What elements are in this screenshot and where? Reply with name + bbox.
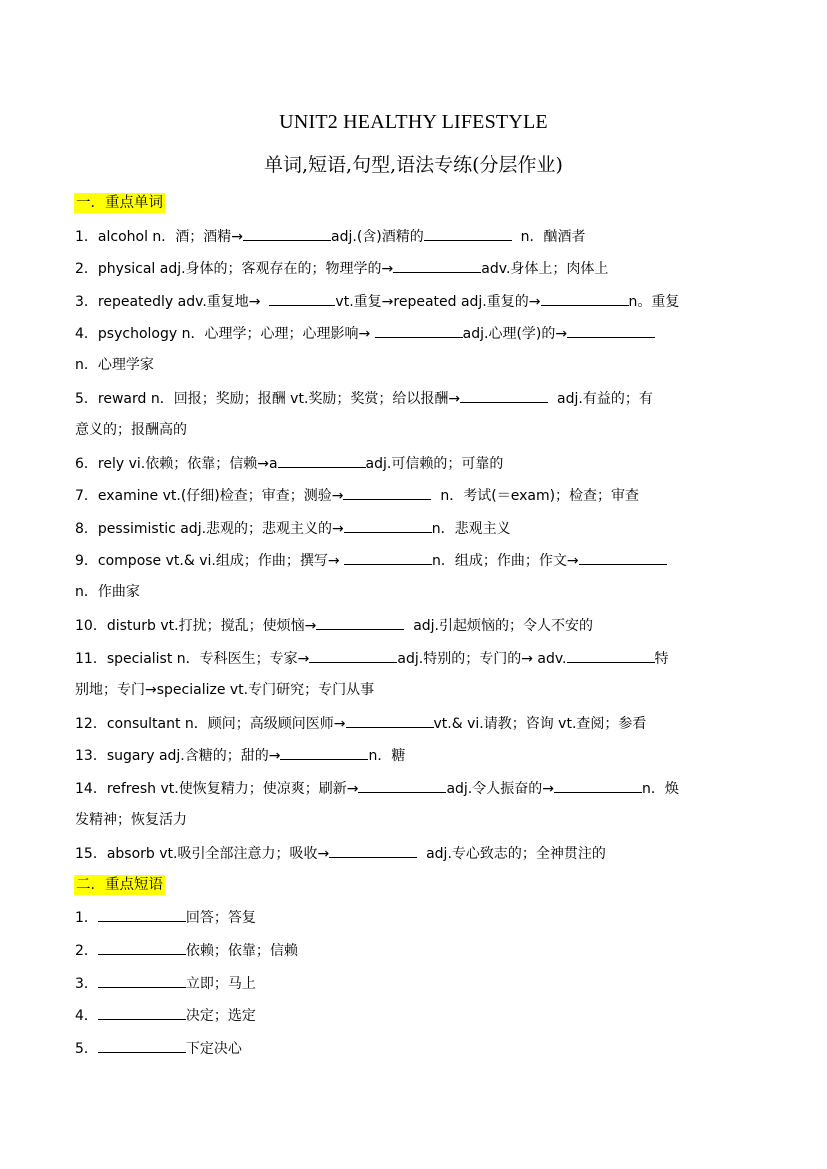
item-number: 3． [75, 976, 98, 992]
list-item [75, 745, 761, 766]
item-text: adj.令人振奋的→ [446, 781, 554, 797]
item-text: n．组成；作曲；作文→ [432, 553, 579, 569]
answer-blank[interactable] [424, 226, 512, 241]
answer-blank[interactable] [309, 648, 397, 663]
list-item-continued: n．心理学家 [75, 357, 154, 373]
item-text: 4．psychology n．心理学；心理；心理影响→ [75, 326, 371, 342]
list-item [75, 973, 761, 994]
item-text: n．悲观主义 [431, 521, 511, 537]
item-text: 15．absorb vt.吸引全部注意力；吸收→ [75, 846, 330, 862]
item-text: 5．reward n．回报；奖励；报酬 vt.奖励；奖赏；给以报酬→ [75, 391, 461, 407]
answer-blank[interactable] [98, 1005, 186, 1020]
list-item-continued: 意义的；报酬高的 [75, 422, 187, 438]
item-text: 10．disturb vt.打扰；搅乱；使烦恼→ [75, 618, 317, 634]
list-item [75, 226, 761, 247]
item-text: 6．rely vi.依赖；依靠；信赖→a [75, 456, 278, 472]
answer-blank[interactable] [567, 648, 655, 663]
item-text: vt.& vi.请教；咨询 vt.查阅；参看 [433, 716, 647, 732]
list-item [75, 550, 761, 571]
list-item-continued: 发精神；恢复活力 [75, 812, 187, 828]
item-text: n．糖 [368, 748, 406, 764]
item-text: vt.重复→repeated adj.重复的→ [335, 294, 541, 310]
list-item [75, 291, 761, 312]
item-text: adj.专心致志的；全神贯注的 [426, 846, 606, 862]
list-item [75, 615, 761, 636]
item-text: n．焕 [642, 781, 679, 797]
answer-blank[interactable] [579, 550, 667, 565]
item-text: adj.心理(学)的→ [462, 326, 568, 342]
list-item [75, 778, 761, 799]
item-text: n。重复 [628, 294, 680, 310]
answer-blank[interactable] [375, 323, 463, 338]
answer-blank[interactable] [316, 615, 404, 630]
answer-blank[interactable] [98, 973, 186, 988]
list-item-continued: n．作曲家 [75, 584, 140, 600]
item-number: 1． [75, 910, 98, 926]
item-text: adj.引起烦恼的；令人不安的 [413, 618, 594, 634]
item-number: 2． [75, 943, 98, 959]
item-text: 依赖；依靠；信赖 [185, 943, 298, 959]
list-item [75, 1005, 761, 1026]
item-text: 下定决心 [185, 1041, 242, 1057]
answer-blank[interactable] [329, 843, 417, 858]
list-item [75, 907, 761, 928]
item-text: 7．examine vt.(仔细)检查；审查；测验→ [75, 488, 344, 504]
item-text: 立即；马上 [185, 976, 256, 992]
answer-blank[interactable] [243, 226, 331, 241]
list-item [75, 1038, 761, 1059]
item-text: 3．repeatedly adv.重复地→ [75, 294, 261, 310]
answer-blank[interactable] [358, 778, 446, 793]
item-text: adj.可信赖的；可靠的 [365, 456, 504, 472]
item-text: adv.身体上；肉体上 [481, 261, 609, 277]
item-text: adj.(含)酒精的 [331, 229, 424, 245]
list-item [75, 258, 761, 279]
list-item [75, 323, 761, 344]
item-text: 8．pessimistic adj.悲观的；悲观主义的→ [75, 521, 344, 537]
section-heading-words: 一．重点单词 [76, 195, 163, 211]
list-item [75, 485, 761, 506]
list-item-continued: 别地；专门→specialize vt.专门研究；专门从事 [75, 682, 375, 698]
list-item [75, 648, 761, 669]
answer-blank[interactable] [541, 291, 629, 306]
item-text: 特 [654, 651, 669, 667]
list-item [75, 713, 761, 734]
answer-blank[interactable] [98, 940, 186, 955]
item-text: adj.特别的；专门的→ adv. [397, 651, 567, 667]
item-text: 11．specialist n．专科医生；专家→ [75, 651, 310, 667]
answer-blank[interactable] [344, 518, 432, 533]
item-number: 4． [75, 1008, 98, 1024]
page-title: UNIT2 HEALTHY LIFESTYLE [279, 111, 548, 133]
list-item [75, 388, 761, 409]
answer-blank[interactable] [460, 388, 548, 403]
answer-blank[interactable] [343, 485, 431, 500]
answer-blank[interactable] [278, 453, 366, 468]
item-text: 决定；选定 [185, 1008, 256, 1024]
answer-blank[interactable] [344, 550, 432, 565]
item-text: 14．refresh vt.使恢复精力；使凉爽；刷新→ [75, 781, 359, 797]
answer-blank[interactable] [269, 291, 335, 306]
item-text: adj.有益的；有 [557, 391, 653, 407]
item-text: 13．sugary adj.含糖的；甜的→ [75, 748, 281, 764]
answer-blank[interactable] [393, 258, 481, 273]
list-item [75, 518, 761, 539]
section-heading-phrases: 二．重点短语 [76, 877, 163, 893]
answer-blank[interactable] [346, 713, 434, 728]
answer-blank[interactable] [280, 745, 368, 760]
list-item [75, 843, 761, 864]
item-number: 5． [75, 1041, 98, 1057]
answer-blank[interactable] [554, 778, 642, 793]
list-item [75, 453, 761, 474]
item-text: 回答；答复 [185, 910, 256, 926]
item-text: n．酗酒者 [520, 229, 586, 245]
answer-blank[interactable] [98, 1038, 186, 1053]
item-text: 1．alcohol n．酒；酒精→ [75, 229, 244, 245]
page-subtitle: 单词,短语,句型,语法专练(分层作业) [264, 154, 563, 176]
answer-blank[interactable] [567, 323, 655, 338]
list-item [75, 940, 761, 961]
answer-blank[interactable] [98, 907, 186, 922]
item-text: 12．consultant n．顾问；高级顾问医师→ [75, 716, 346, 732]
item-text: 2．physical adj.身体的；客观存在的；物理学的→ [75, 261, 394, 277]
item-text: 9．compose vt.& vi.组成；作曲；撰写→ [75, 553, 340, 569]
item-text: n．考试(＝exam)；检查；审查 [440, 488, 640, 504]
